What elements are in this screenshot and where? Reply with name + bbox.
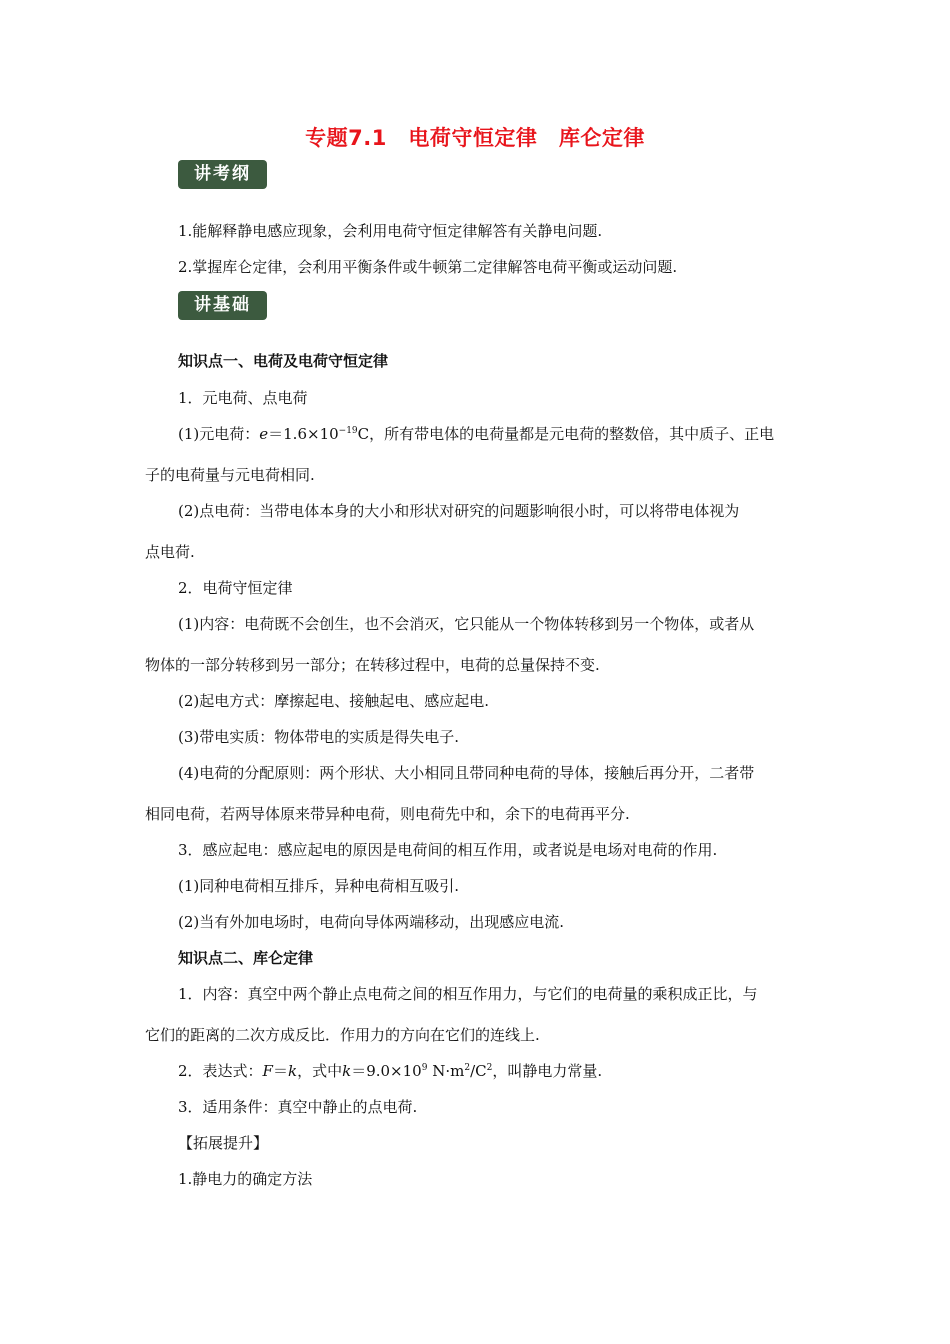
knowledge-heading-2: 知识点二、库仑定律 xyxy=(178,949,314,967)
paragraph-line: 3．适用条件：真空中静止的点电荷. xyxy=(178,1098,418,1116)
section-badge-outline: 讲考纲 xyxy=(178,160,267,189)
paragraph-line: (3)带电实质：物体带电的实质是得失电子. xyxy=(178,728,460,746)
paragraph-line: 1.静电力的确定方法 xyxy=(178,1170,313,1188)
outline-item-1: 1.能解释静电感应现象，会利用电荷守恒定律解答有关静电问题. xyxy=(178,222,603,240)
paragraph-line: (4)电荷的分配原则：两个形状、大小相同且带同种电荷的导体，接触后再分开，二者带 xyxy=(178,764,755,782)
paragraph-line: 点电荷. xyxy=(145,543,195,561)
outline-item-2: 2.掌握库仑定律，会利用平衡条件或牛顿第二定律解答电荷平衡或运动问题. xyxy=(178,258,678,276)
knowledge-heading-1: 知识点一、电荷及电荷守恒定律 xyxy=(178,352,389,370)
subsection-title: 2．电荷守恒定律 xyxy=(178,579,293,597)
paragraph-line: 1．内容：真空中两个静止点电荷之间的相互作用力，与它们的电荷量的乘积成正比，与 xyxy=(178,985,758,1003)
subsection-title: 3．感应起电：感应起电的原因是电荷间的相互作用，或者说是电场对电荷的作用. xyxy=(178,841,718,859)
formula-line: 2．表达式：F＝k，式中$k=9.0\times 10^9$ $N\cdot m^2/C^2$，叫静电力常量. xyxy=(178,1062,603,1080)
extension-heading: 【拓展提升】 xyxy=(178,1134,269,1152)
subsection-title: 1．元电荷、点电荷 xyxy=(178,389,308,407)
paragraph-line: (1)元电荷：$e=1.6\times 10^{-19}C$，所有带电体的电荷量都是元电荷的整数倍，其中质子、正电 xyxy=(178,425,775,443)
section-badge-basics: 讲基础 xyxy=(178,291,267,320)
paragraph-line: (2)点电荷：当带电体本身的大小和形状对研究的问题影响很小时，可以将带电体视为 xyxy=(178,502,740,520)
page-title: 专题7.1 电荷守恒定律 库仑定律 xyxy=(305,126,645,150)
paragraph-line: 子的电荷量与元电荷相同. xyxy=(145,466,315,484)
paragraph-line: 相同电荷，若两导体原来带异种电荷，则电荷先中和，余下的电荷再平分. xyxy=(145,805,630,823)
paragraph-line: 它们的距离的二次方成反比．作用力的方向在它们的连线上. xyxy=(145,1026,540,1044)
paragraph-line: (1)同种电荷相互排斥，异种电荷相互吸引. xyxy=(178,877,460,895)
paragraph-line: (2)起电方式：摩擦起电、接触起电、感应起电. xyxy=(178,692,490,710)
paragraph-line: (1)内容：电荷既不会创生，也不会消灭，它只能从一个物体转移到另一个物体，或者从 xyxy=(178,615,755,633)
paragraph-line: 物体的一部分转移到另一部分；在转移过程中，电荷的总量保持不变. xyxy=(145,656,600,674)
paragraph-line: (2)当有外加电场时，电荷向导体两端移动，出现感应电流. xyxy=(178,913,565,931)
